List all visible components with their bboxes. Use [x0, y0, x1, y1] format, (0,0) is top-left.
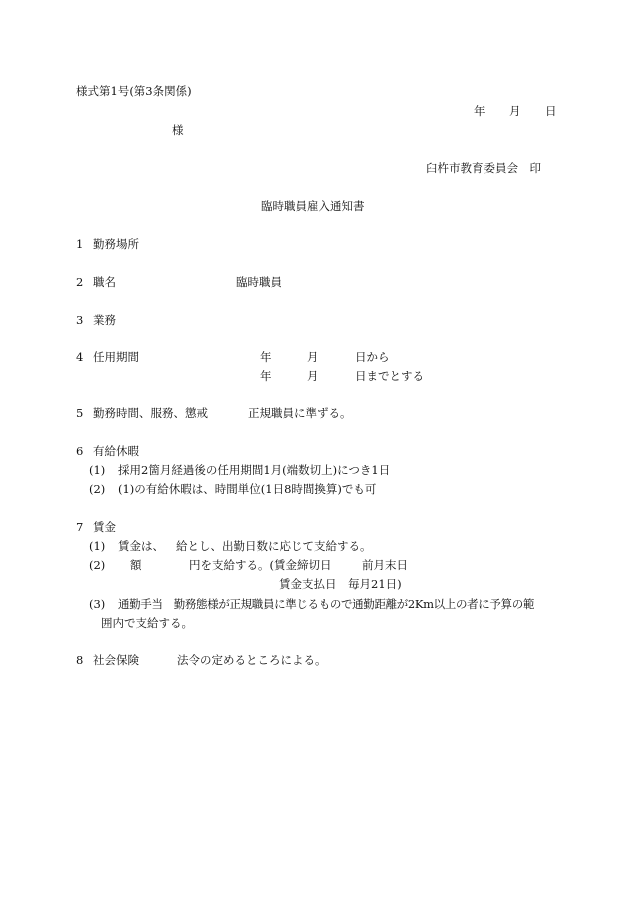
section-2-number: 2: [76, 275, 84, 289]
form-number: 様式第1号(第3条関係): [76, 84, 192, 98]
section-3-label: 業務: [93, 313, 116, 327]
leave-item-2-number: (2): [89, 482, 106, 496]
term-end-month: 月: [307, 369, 319, 383]
section-1-label: 勤務場所: [93, 237, 139, 251]
term-start-month: 月: [307, 350, 319, 364]
section-8-value: 法令の定めるところによる。: [177, 653, 327, 667]
section-4-label: 任用期間: [93, 350, 139, 364]
wage-item-3-text-cont: 囲内で支給する。: [101, 616, 193, 630]
date-month: 月: [509, 104, 521, 118]
section-8-label: 社会保険: [93, 653, 139, 667]
wage-payday-label: 賃金支払日: [279, 577, 337, 591]
wage-item-1-text-a: 賃金は、: [118, 539, 164, 553]
section-5-number: 5: [76, 406, 84, 420]
wage-item-3-text: 通勤手当 勤務態様が正規職員に準じるもので通勤距離が2Km以上の者に予算の範: [118, 597, 535, 611]
section-8-number: 8: [76, 653, 84, 667]
date-year: 年: [474, 104, 486, 118]
addressee-suffix: 様: [172, 123, 184, 137]
section-6-label: 有給休暇: [93, 444, 139, 458]
section-4-number: 4: [76, 350, 84, 364]
section-3-number: 3: [76, 313, 84, 327]
term-end-year: 年: [260, 369, 272, 383]
date-day: 日: [545, 104, 557, 118]
wage-payday-value: 毎月21日): [348, 577, 402, 591]
section-7-label: 賃金: [93, 520, 116, 534]
leave-item-1-number: (1): [89, 463, 106, 477]
section-6-number: 6: [76, 444, 84, 458]
section-1-number: 1: [76, 237, 84, 251]
wage-item-1-number: (1): [89, 539, 106, 553]
term-end-day: 日までとする: [355, 369, 424, 383]
section-5-label: 勤務時間、服務、懲戒: [93, 406, 208, 420]
wage-cutoff-date: 前月末日: [362, 558, 408, 572]
section-7-number: 7: [76, 520, 84, 534]
term-start-day: 日から: [355, 350, 390, 364]
section-5-value: 正規職員に準ずる。: [248, 406, 352, 420]
wage-amount-text: 円を支給する。(賃金締切日: [189, 558, 332, 572]
section-2-value: 臨時職員: [236, 275, 282, 289]
issuer: 臼杵市教育委員会 印: [426, 161, 541, 175]
leave-item-2-text: (1)の有給休暇は、時間単位(1日8時間換算)でも可: [118, 482, 377, 496]
wage-amount-label: 額: [130, 558, 142, 572]
section-2-label: 職名: [93, 275, 116, 289]
term-start-year: 年: [260, 350, 272, 364]
wage-item-2-number: (2): [89, 558, 106, 572]
document-title: 臨時職員雇入通知書: [261, 199, 365, 213]
wage-item-1-text-b: 給とし、出勤日数に応じて支給する。: [176, 539, 372, 553]
leave-item-1-text: 採用2箇月経過後の任用期間1月(端数切上)につき1日: [118, 463, 391, 477]
wage-item-3-number: (3): [89, 597, 106, 611]
